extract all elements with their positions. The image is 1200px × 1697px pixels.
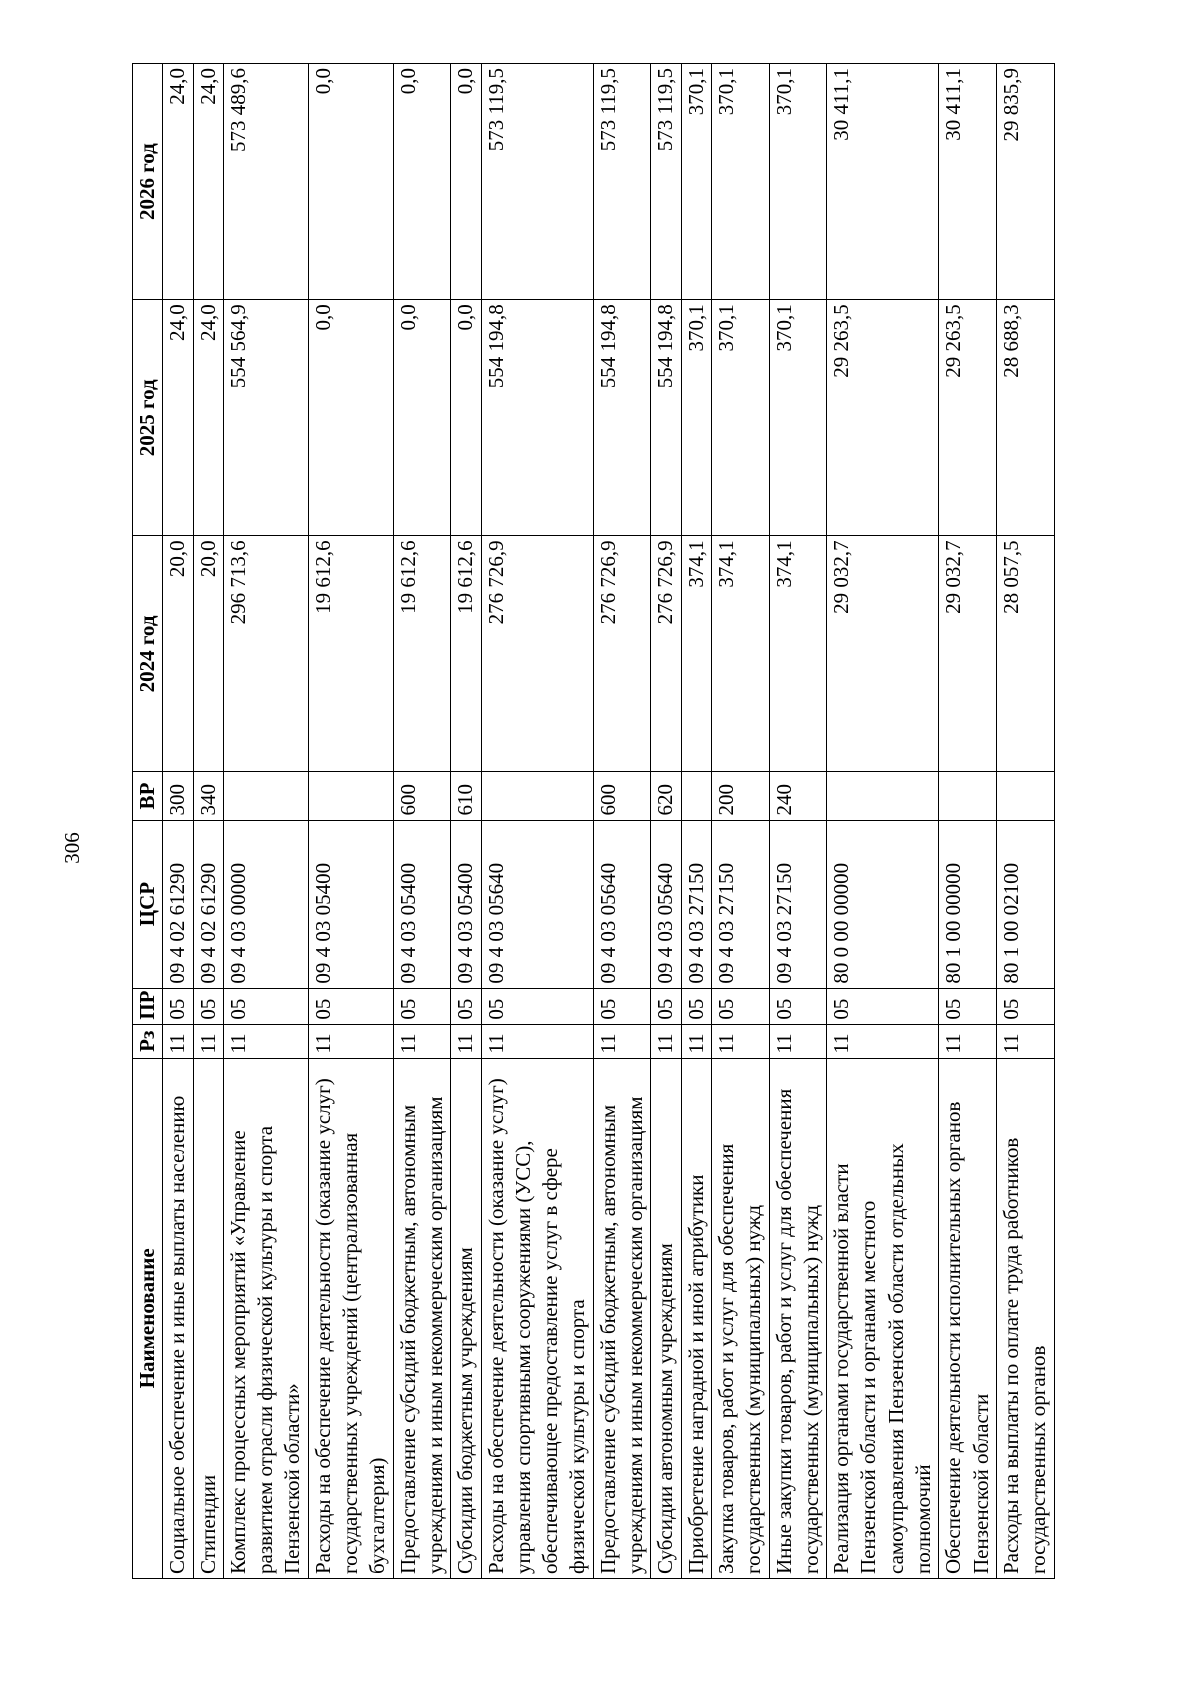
cell-vr	[481, 772, 593, 820]
cell-2025: 370,1	[711, 300, 769, 536]
cell-vr: 600	[393, 772, 451, 820]
cell-2025: 370,1	[681, 300, 711, 536]
cell-name: Обеспечение деятельности исполнительных органов Пензенской области	[939, 1058, 997, 1578]
table-row	[163, 64, 193, 1579]
header-pr: ПР	[133, 988, 163, 1024]
cell-2026: 0,0	[308, 64, 393, 300]
cell-2024: 374,1	[769, 536, 827, 772]
cell-2025: 554 194,8	[593, 300, 651, 536]
cell-pr: 05	[163, 988, 193, 1024]
cell-2024: 19 612,6	[393, 536, 451, 772]
header-2025: 2025 год	[133, 300, 163, 536]
cell-2025: 554 194,8	[651, 300, 681, 536]
cell-vr	[827, 772, 939, 820]
cell-vr	[308, 772, 393, 820]
cell-pr: 05	[651, 988, 681, 1024]
header-2026: 2026 год	[133, 64, 163, 300]
cell-pr: 05	[769, 988, 827, 1024]
cell-rz: 11	[827, 1024, 939, 1058]
cell-csr: 09 4 03 05640	[481, 820, 593, 988]
table-row	[681, 64, 711, 1579]
cell-csr: 80 1 00 00000	[939, 820, 997, 988]
table-row	[451, 64, 481, 1579]
cell-2024: 20,0	[163, 536, 193, 772]
cell-csr: 09 4 03 00000	[223, 820, 308, 988]
table-row	[393, 64, 451, 1579]
cell-name: Социальное обеспечение и иные выплаты населению	[163, 1058, 193, 1578]
cell-2024: 28 057,5	[996, 536, 1054, 772]
cell-csr: 09 4 03 27150	[681, 820, 711, 988]
cell-name: Комплекс процессных мероприятий «Управление развитием отрасли физической культуры и спорта Пензенской области»	[223, 1058, 308, 1578]
cell-2025: 554 194,8	[481, 300, 593, 536]
header-name: Наименование	[133, 1058, 163, 1578]
table-header-row	[133, 64, 163, 1579]
cell-2026: 573 119,5	[651, 64, 681, 300]
cell-name: Расходы на обеспечение деятельности (оказание услуг) государственных учреждений (централизованная бухгалтерия)	[308, 1058, 393, 1578]
cell-csr: 09 4 03 05400	[393, 820, 451, 988]
cell-2024: 19 612,6	[451, 536, 481, 772]
cell-csr: 09 4 03 05400	[451, 820, 481, 988]
cell-pr: 05	[308, 988, 393, 1024]
budget-table	[132, 63, 1055, 1579]
cell-csr: 09 4 03 27150	[769, 820, 827, 988]
cell-vr: 300	[163, 772, 193, 820]
cell-vr: 240	[769, 772, 827, 820]
cell-rz: 11	[711, 1024, 769, 1058]
cell-2024: 29 032,7	[827, 536, 939, 772]
cell-2025: 554 564,9	[223, 300, 308, 536]
cell-2024: 19 612,6	[308, 536, 393, 772]
page-number: 306	[60, 832, 84, 864]
cell-rz: 11	[193, 1024, 223, 1058]
table-row	[769, 64, 827, 1579]
table-row	[308, 64, 393, 1579]
cell-csr: 80 0 00 00000	[827, 820, 939, 988]
cell-vr	[939, 772, 997, 820]
cell-2026: 573 119,5	[481, 64, 593, 300]
cell-2026: 0,0	[451, 64, 481, 300]
cell-csr: 09 4 03 27150	[711, 820, 769, 988]
cell-2025: 29 263,5	[939, 300, 997, 536]
cell-vr	[223, 772, 308, 820]
header-rz: Рз	[133, 1024, 163, 1058]
cell-name: Субсидии автономным учреждениям	[651, 1058, 681, 1578]
cell-2025: 24,0	[163, 300, 193, 536]
cell-2026: 370,1	[681, 64, 711, 300]
cell-2026: 370,1	[711, 64, 769, 300]
cell-vr: 610	[451, 772, 481, 820]
table-container	[132, 63, 1051, 1579]
table-row	[651, 64, 681, 1579]
cell-rz: 11	[939, 1024, 997, 1058]
cell-name: Расходы на обеспечение деятельности (оказание услуг) управления спортивными сооружениями (УСС), обеспечивающее предоставление услуг в сфере физической культуры и спорта	[481, 1058, 593, 1578]
table-row	[939, 64, 997, 1579]
cell-vr	[681, 772, 711, 820]
cell-pr: 05	[223, 988, 308, 1024]
cell-2025: 24,0	[193, 300, 223, 536]
cell-name: Реализация органами государственной власти Пензенской области и органами местного самоуправления Пензенской области отдельных полномочий	[827, 1058, 939, 1578]
cell-pr: 05	[711, 988, 769, 1024]
table-row	[593, 64, 651, 1579]
cell-name: Расходы на выплаты по оплате труда работников государственных органов	[996, 1058, 1054, 1578]
cell-pr: 05	[193, 988, 223, 1024]
cell-rz: 11	[651, 1024, 681, 1058]
cell-rz: 11	[481, 1024, 593, 1058]
cell-2026: 30 411,1	[939, 64, 997, 300]
header-2024: 2024 год	[133, 536, 163, 772]
cell-name: Стипендии	[193, 1058, 223, 1578]
cell-csr: 09 4 02 61290	[163, 820, 193, 988]
cell-vr: 200	[711, 772, 769, 820]
cell-2024: 29 032,7	[939, 536, 997, 772]
cell-rz: 11	[681, 1024, 711, 1058]
cell-name: Предоставление субсидий бюджетным, автономным учреждениям и иным некоммерческим организациям	[393, 1058, 451, 1578]
cell-2025: 28 688,3	[996, 300, 1054, 536]
cell-pr: 05	[996, 988, 1054, 1024]
cell-pr: 05	[593, 988, 651, 1024]
cell-2024: 374,1	[711, 536, 769, 772]
cell-2026: 573 119,5	[593, 64, 651, 300]
cell-rz: 11	[223, 1024, 308, 1058]
cell-pr: 05	[681, 988, 711, 1024]
cell-vr: 620	[651, 772, 681, 820]
cell-rz: 11	[593, 1024, 651, 1058]
table-row	[711, 64, 769, 1579]
cell-2026: 573 489,6	[223, 64, 308, 300]
cell-csr: 09 4 03 05640	[651, 820, 681, 988]
cell-pr: 05	[827, 988, 939, 1024]
cell-rz: 11	[996, 1024, 1054, 1058]
table-row	[481, 64, 593, 1579]
cell-rz: 11	[308, 1024, 393, 1058]
cell-2024: 296 713,6	[223, 536, 308, 772]
cell-2024: 276 726,9	[651, 536, 681, 772]
cell-2024: 374,1	[681, 536, 711, 772]
cell-csr: 09 4 03 05400	[308, 820, 393, 988]
cell-2026: 29 835,9	[996, 64, 1054, 300]
cell-vr: 600	[593, 772, 651, 820]
table-row	[223, 64, 308, 1579]
cell-name: Субсидии бюджетным учреждениям	[451, 1058, 481, 1578]
header-vr: ВР	[133, 772, 163, 820]
cell-2024: 20,0	[193, 536, 223, 772]
cell-csr: 80 1 00 02100	[996, 820, 1054, 988]
cell-csr: 09 4 02 61290	[193, 820, 223, 988]
cell-name: Иные закупки товаров, работ и услуг для обеспечения государственных (муниципальных) нужд	[769, 1058, 827, 1578]
cell-pr: 05	[393, 988, 451, 1024]
table-row	[827, 64, 939, 1579]
cell-2026: 0,0	[393, 64, 451, 300]
cell-2025: 370,1	[769, 300, 827, 536]
cell-rz: 11	[769, 1024, 827, 1058]
cell-2026: 24,0	[193, 64, 223, 300]
cell-2025: 29 263,5	[827, 300, 939, 536]
cell-2026: 24,0	[163, 64, 193, 300]
cell-rz: 11	[163, 1024, 193, 1058]
cell-2025: 0,0	[308, 300, 393, 536]
cell-pr: 05	[451, 988, 481, 1024]
cell-2025: 0,0	[451, 300, 481, 536]
cell-2026: 30 411,1	[827, 64, 939, 300]
cell-csr: 09 4 03 05640	[593, 820, 651, 988]
table-row	[193, 64, 223, 1579]
cell-2024: 276 726,9	[593, 536, 651, 772]
cell-2025: 0,0	[393, 300, 451, 536]
cell-rz: 11	[451, 1024, 481, 1058]
cell-2026: 370,1	[769, 64, 827, 300]
cell-name: Предоставление субсидий бюджетным, автономным учреждениям и иным некоммерческим организациям	[593, 1058, 651, 1578]
cell-vr: 340	[193, 772, 223, 820]
cell-name: Приобретение наградной и иной атрибутики	[681, 1058, 711, 1578]
cell-pr: 05	[939, 988, 997, 1024]
header-csr: ЦСР	[133, 820, 163, 988]
table-row	[996, 64, 1054, 1579]
cell-rz: 11	[393, 1024, 451, 1058]
cell-name: Закупка товаров, работ и услуг для обеспечения государственных (муниципальных) нужд	[711, 1058, 769, 1578]
cell-vr	[996, 772, 1054, 820]
cell-pr: 05	[481, 988, 593, 1024]
cell-2024: 276 726,9	[481, 536, 593, 772]
